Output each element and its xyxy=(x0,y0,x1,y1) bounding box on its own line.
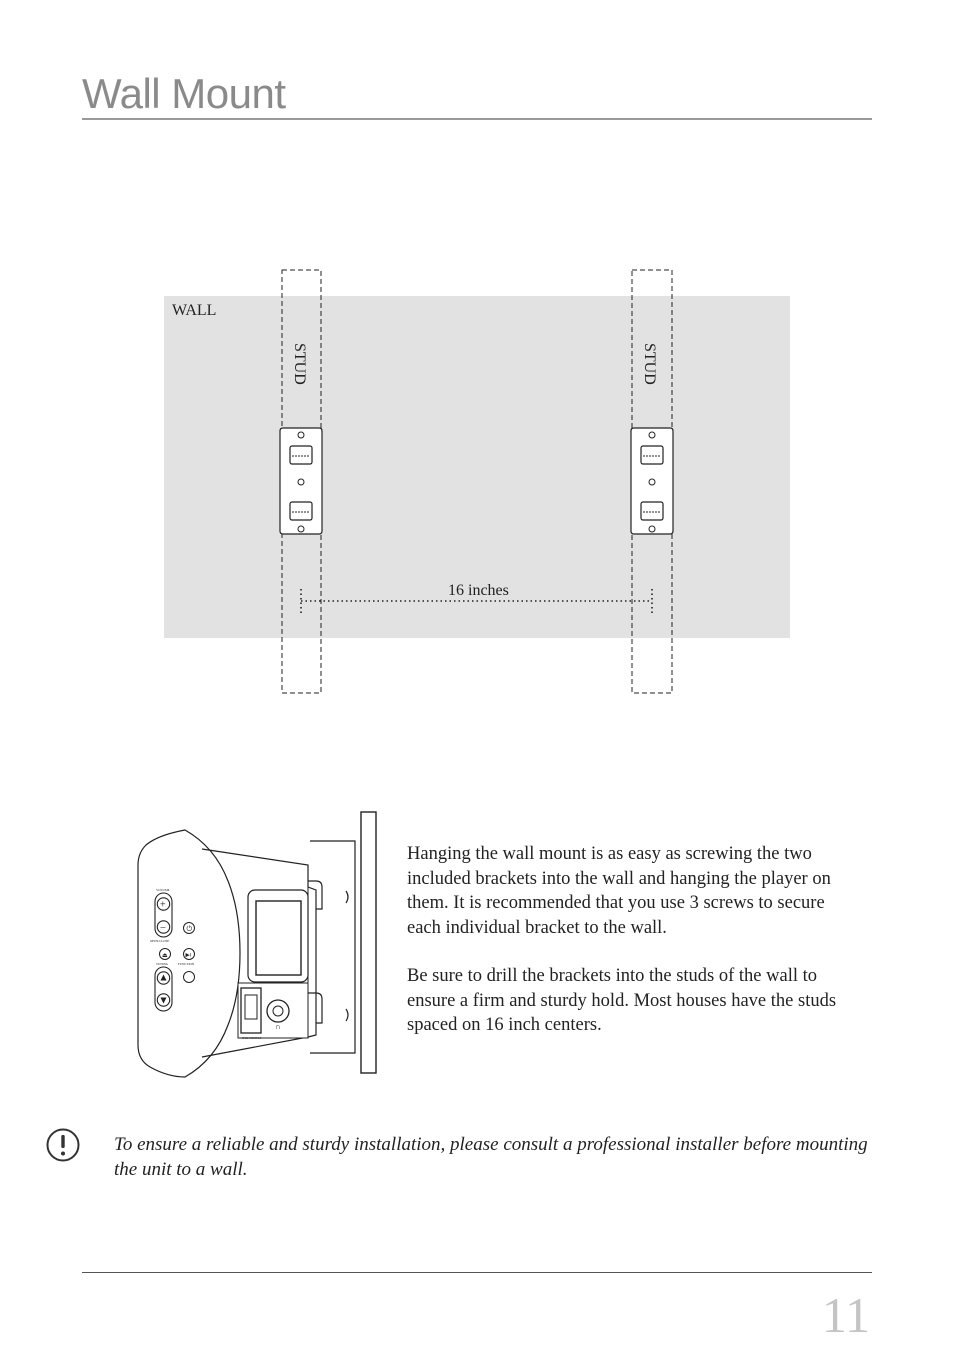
svg-text:▶‖: ▶‖ xyxy=(185,952,192,959)
description xyxy=(407,842,857,1062)
function-button-icon xyxy=(184,972,195,983)
svg-text:⏏: ⏏ xyxy=(162,953,168,959)
exclamation-circle-icon xyxy=(46,1128,80,1162)
stud-right-label: STUD xyxy=(641,343,658,385)
svg-text:∩: ∩ xyxy=(275,1022,281,1031)
bracket-right xyxy=(631,428,673,534)
svg-text:+: + xyxy=(160,899,166,911)
page-title: Wall Mount xyxy=(82,70,286,117)
function-label: FUNCTION xyxy=(178,962,195,966)
ipod-label: IPOD SHUFFLE xyxy=(242,1037,262,1040)
wall-label: WALL xyxy=(172,302,217,319)
description-paragraph-1: Hanging the wall mount is as easy as screwing the two included brackets into the wall and hanging the player on them. It is recommended that you use 3 screws to secure each individual bracket to the wall. xyxy=(407,844,831,938)
notice-text: To ensure a reliable and sturdy installation, please consult a professional installer before mounting the unit to a wall. xyxy=(114,1134,868,1180)
stud-left-label: STUD xyxy=(291,343,308,385)
open-close-label: OPEN/CLOSE xyxy=(150,939,170,943)
svg-text:⏻: ⏻ xyxy=(186,925,193,933)
tuning-label: TUNING xyxy=(156,962,169,966)
bracket-left xyxy=(280,428,322,534)
svg-text:–: – xyxy=(160,922,166,933)
volume-label: VOLUME xyxy=(156,888,170,892)
description-paragraph-2: Be sure to drill the brackets into the studs of the wall to ensure a firm and sturdy hold. Most houses have the studs spaced on 16 inch centers. xyxy=(407,966,837,1035)
device-illustration xyxy=(130,805,390,1085)
spacing-label: 16 inches xyxy=(448,582,509,599)
page-number: 11 xyxy=(821,1287,870,1343)
footer-divider xyxy=(82,1272,872,1273)
